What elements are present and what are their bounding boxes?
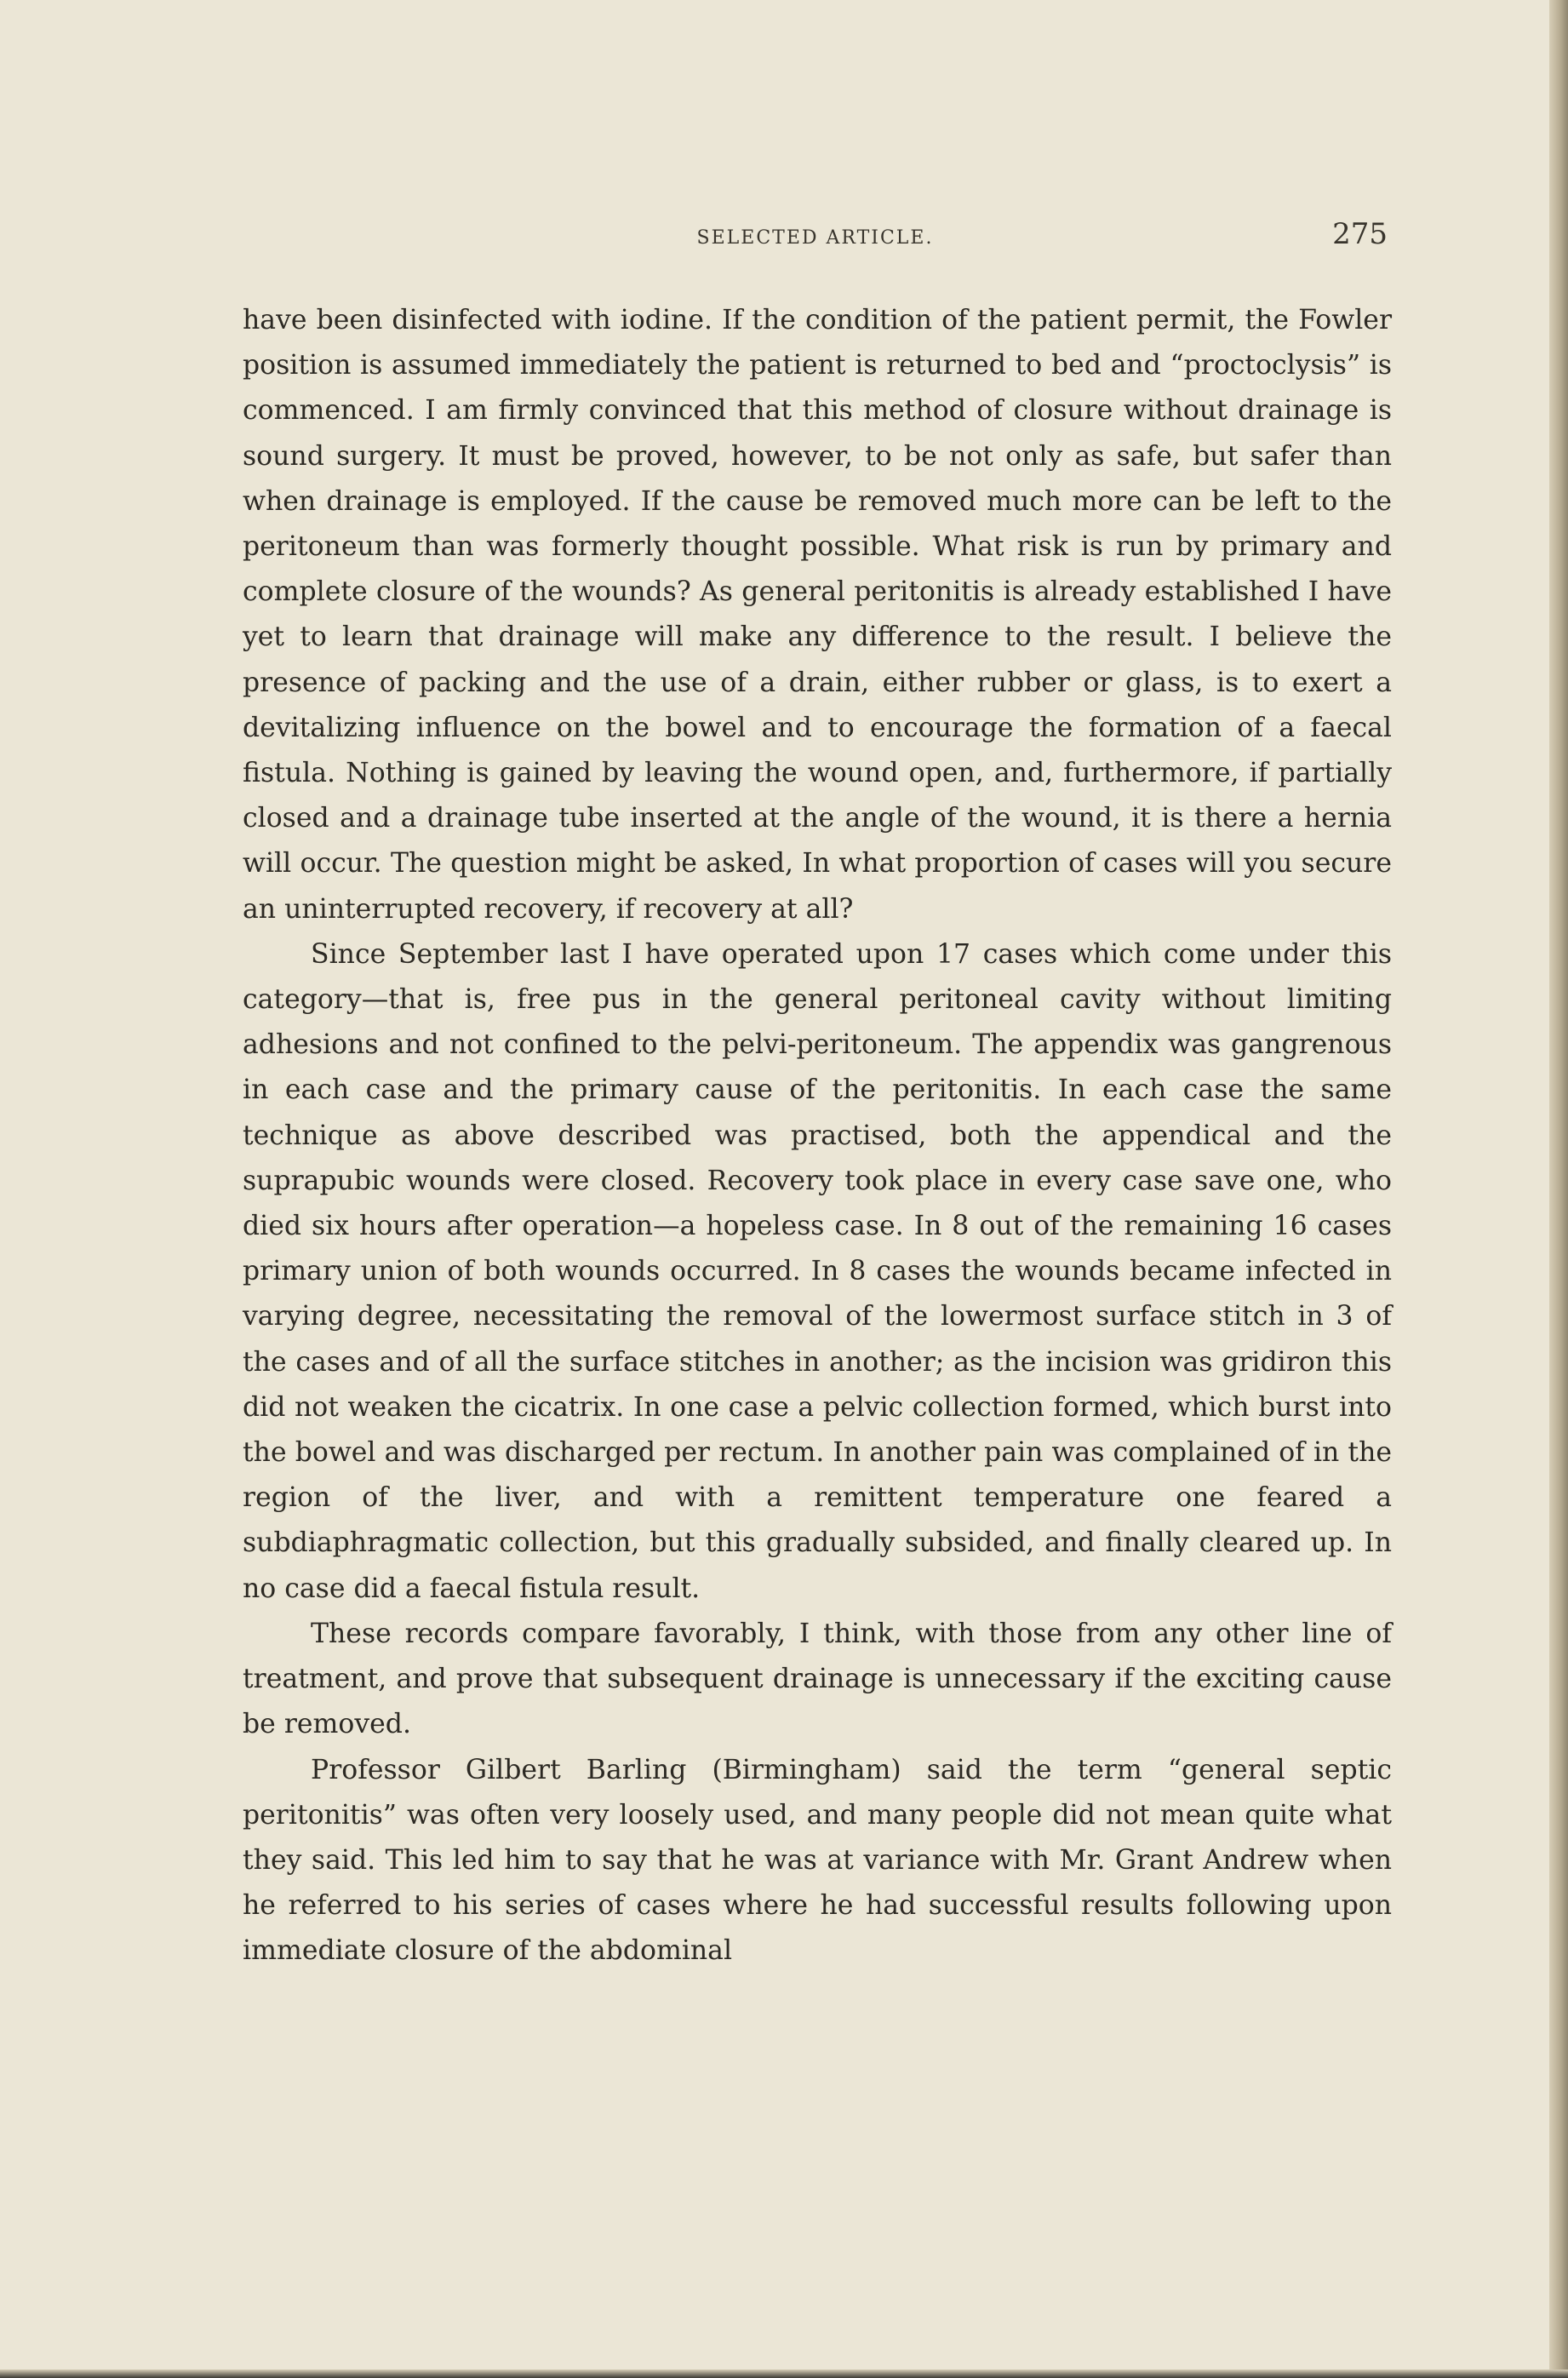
page-bottom-edge [0,2369,1568,2378]
running-head: SELECTED ARTICLE. [696,227,934,249]
paragraph: Professor Gilbert Barling (Birmingham) said the term “general septic peritonitis” was often very loosely used, and many people did not mean quite what they said. This led him to say that he was at variance with Mr. Grant Andrew when he referred to his series of cases where he had successful results following upon immediate closure of the abdominal [243,1754,1392,1967]
page-edge [1549,0,1568,2378]
paragraph: These records compare favorably, I think, with those from any other line of treatment, and prove that subsequent drainage is unnecessary if the exciting cause be removed. [243,1618,1392,1740]
article-body [243,298,1392,1974]
paragraph: Since September last I have operated upon 17 cases which come under this category—that is, free pus in the general peritoneal cavity without limiting adhesions and not confined to the pelvi-peritoneum. The appendix was gangrenous in each case and the primary cause of the peritonitis. In each case the same technique as above described was practised, both the appendical and the suprapubic wounds were closed. Recovery took place in every case save one, who died six hours after operation—a hopeless case. In 8 out of the remaining 16 cases primary union of both wounds occurred. In 8 cases the wounds became infected in varying degree, necessitating the removal of the lowermost surface stitch in 3 of the cases and of all the surface stitches in another; as the incision was gridiron this did not weaken the cicatrix. In one case a pelvic collection formed, which burst into the bowel and was discharged per rectum. In another pain was complained of in the region of the liver, and with a remittent temperature one feared a subdiaphragmatic collection, but this gradually subsided, and finally cleared up. In no case did a faecal fistula result. [243,938,1392,1604]
page-header [243,217,1388,260]
paragraph: have been disinfected with iodine. If the condition of the patient permit, the Fowler position is assumed immediately the patient is returned to bed and “proctoclysis” is commenced. I am firmly convinced that this method of closure without drainage is sound surgery. It must be proved, however, to be not only as safe, but safer than when drainage is employed. If the cause be removed much more can be left to the peritoneum than was formerly thought possible. What risk is run by primary and complete closure of the wounds? As general peritonitis is already established I have yet to learn that drainage will make any difference to the result. I believe the presence of packing and the use of a drain, either rubber or glass, is to exert a devitalizing influence on the bowel and to encourage the formation of a faecal fistula. Nothing is gained by leaving the wound open, and, furthermore, if partially closed and a drainage tube inserted at the angle of the wound, it is there a hernia will occur. The question might be asked, In what proportion of cases will you secure an uninterrupted recovery, if recovery at all? [243,305,1392,925]
page-number: 275 [1332,217,1388,251]
